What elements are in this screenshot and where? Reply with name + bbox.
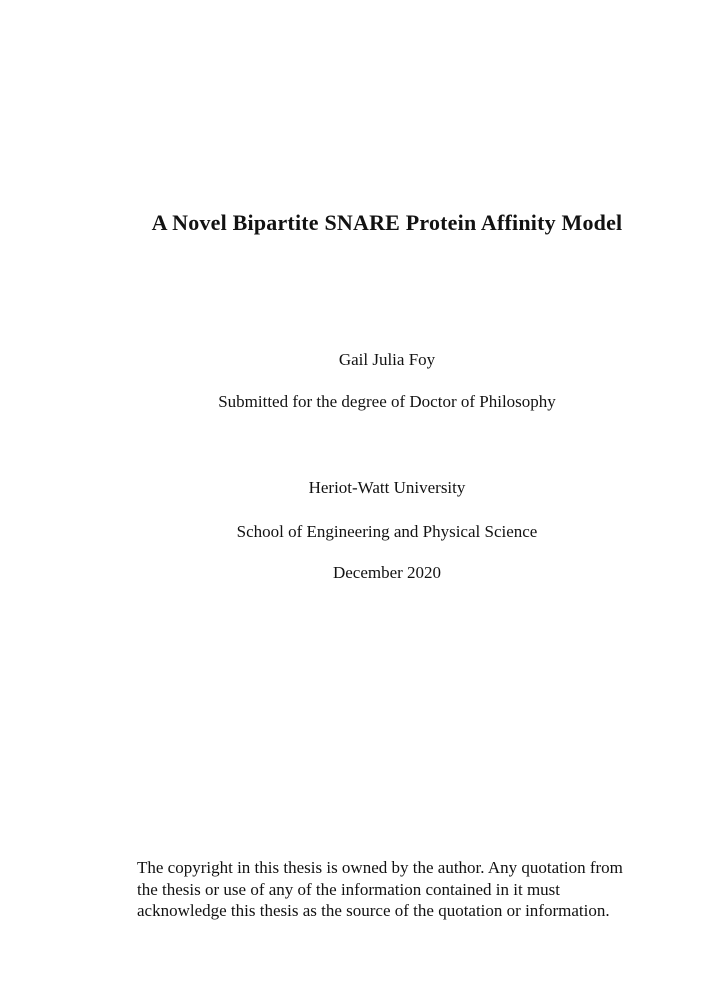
- institution-name: Heriot-Watt University: [308, 478, 466, 497]
- submission-date: December 2020: [332, 563, 442, 582]
- thesis-title: A Novel Bipartite SNARE Protein Affinity Model: [151, 210, 623, 235]
- degree-statement: Submitted for the degree of Doctor of Philosophy: [218, 392, 556, 411]
- copyright-notice: The copyright in this thesis is owned by the author. Any quotation from the thesis or use of any of the information contained in it must acknowledge this thesis as the source of the quotation or information.: [137, 858, 623, 920]
- author-name: Gail Julia Foy: [338, 350, 436, 369]
- school-name: School of Engineering and Physical Science: [236, 522, 538, 541]
